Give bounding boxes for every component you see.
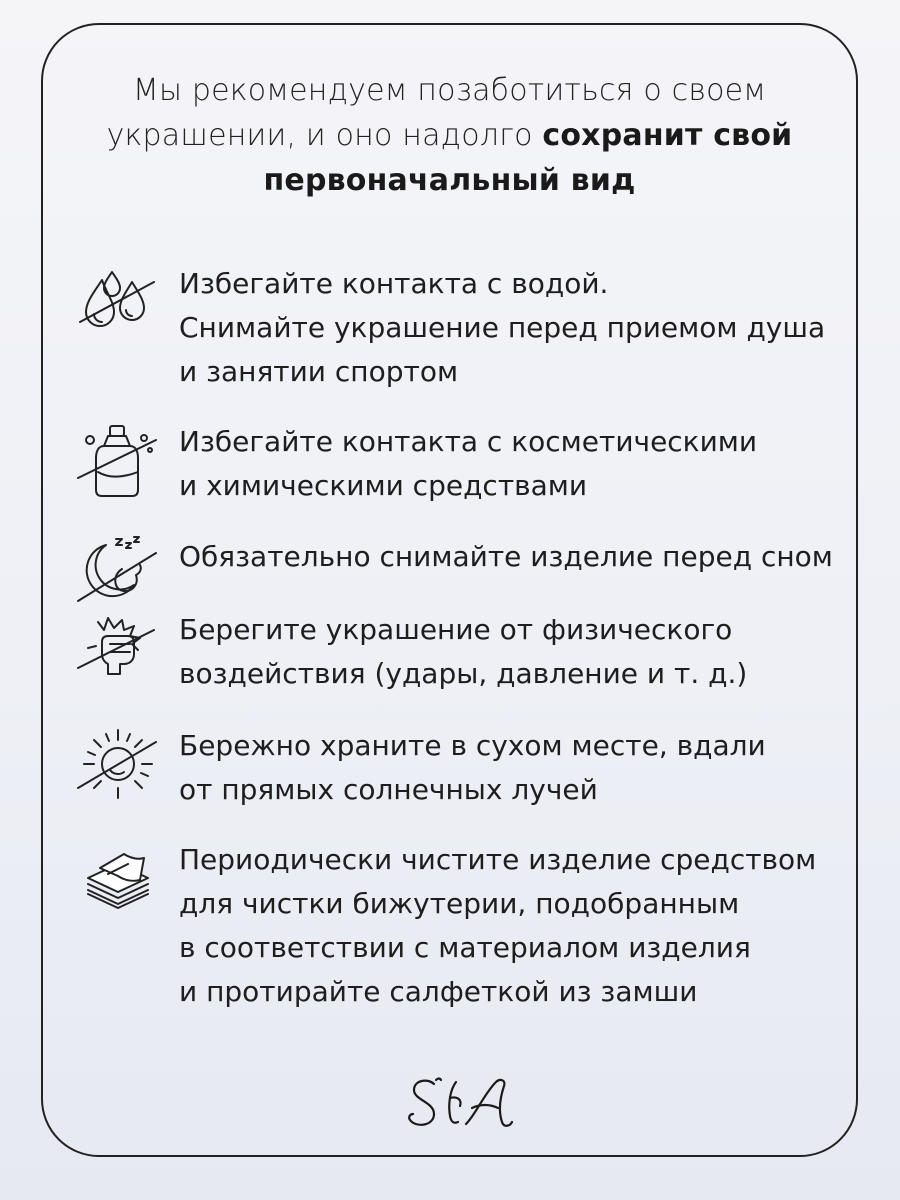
no-sun-icon [74, 724, 158, 804]
tip-impact-line-1: Берегите украшение от физического [179, 613, 733, 646]
tip-impact-line-2: воздействия (удары, давление и т. д.) [179, 657, 748, 690]
care-header [41, 68, 858, 203]
tip-sleep-text [179, 535, 859, 579]
header-line-3: первоначальный вид [263, 163, 636, 198]
tip-cleaning-line-4: и протирайте салфеткой из замши [179, 975, 698, 1008]
tip-cleaning-line-2: для чистки бижутерии, подобранным [179, 887, 740, 920]
tip-chemicals-line-1: Избегайте контакта с косметическими [179, 425, 758, 458]
tip-water-line-3: и занятии спортом [179, 355, 459, 388]
tip-cleaning-text [179, 838, 859, 1014]
brand-logo-icon [400, 1068, 520, 1140]
tip-chemicals-line-2: и химическими средствами [179, 469, 588, 502]
header-line-2 [41, 113, 858, 158]
tip-impact-text [179, 608, 859, 696]
tip-chemicals-text [179, 420, 859, 508]
no-chemicals-icon [74, 420, 158, 500]
tip-sun-text [179, 724, 859, 812]
tip-sun-line-2: от прямых солнечных лучей [179, 773, 598, 806]
tip-cleaning-line-1: Периодически чистите изделие средством [179, 843, 817, 876]
no-sleep-icon [74, 535, 158, 607]
header-line-2-light: украшении, и оно надолго [106, 118, 543, 153]
tip-water-line-1: Избегайте контакта с водой. [179, 267, 609, 300]
header-line-1: Мы рекомендуем позаботиться о своем [132, 73, 767, 108]
no-impact-icon [74, 608, 158, 680]
no-water-icon [74, 262, 158, 334]
tip-sleep-line-1: Обязательно снимайте изделие перед сном [179, 540, 833, 573]
tip-sun-line-1: Бережно храните в сухом месте, вдали [179, 729, 766, 762]
header-line-2-bold: сохранит свой [542, 118, 793, 153]
cleaning-cloth-icon [74, 838, 158, 910]
tip-water-text [179, 262, 859, 394]
tip-water-line-2: Снимайте украшение перед приемом душа [179, 311, 826, 344]
tip-cleaning-line-3: в соответствии с материалом изделия [179, 931, 751, 964]
